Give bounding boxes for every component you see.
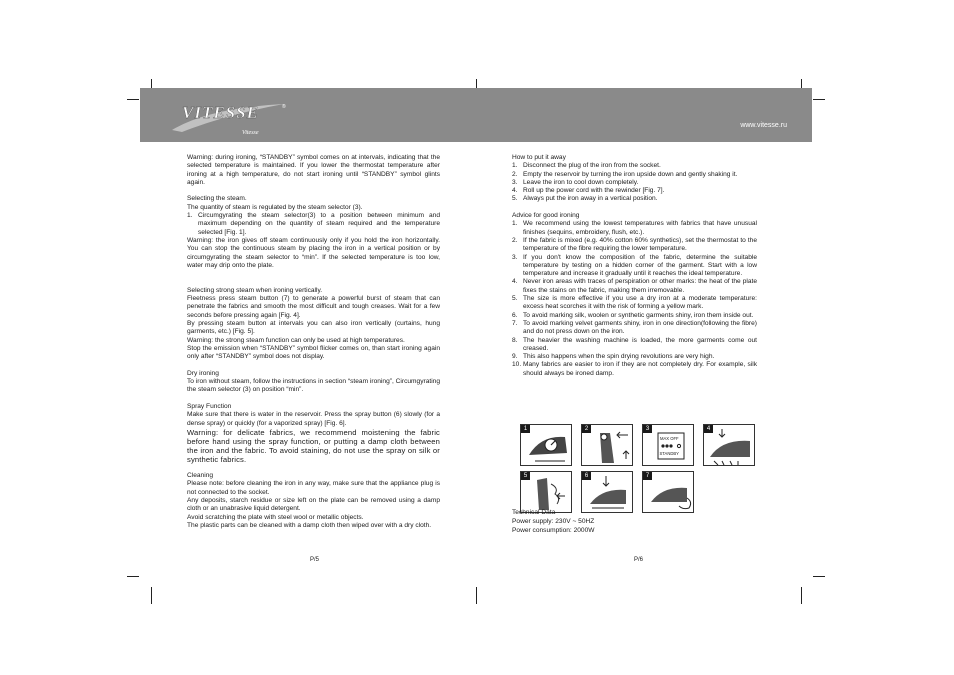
list-item: 2. Empty the reservoir by turning the iron upside down and gently shaking it. — [512, 170, 738, 178]
technical-data — [512, 508, 594, 535]
website-url: www.vitesse.ru — [740, 122, 787, 129]
logo-wordmark: VITESSE — [182, 103, 259, 122]
list-item: 4. Never iron areas with traces of perspiration or other marks: the heat of the plate fixes the stains on the fabric, making them irremovable. — [512, 278, 757, 294]
crop-mark — [476, 587, 477, 604]
standby-warning: Warning: during ironing, “STANDBY” symbol comes on at intervals, indicating that the selected temperature is maintained. If you lower the thermostat temperature after ironing at a high temperature, do not start ironing until “STANDBY” symbol glints again. — [187, 154, 440, 186]
list-item: 1. We recommend using the lowest temperatures with fabrics that have unusual finishes (sequins, embroidery, flush, etc.). — [512, 220, 757, 236]
list-item: 1. Disconnect the plug of the iron from the socket. — [512, 162, 661, 170]
page-number: P/5 — [310, 557, 320, 563]
left-column — [187, 154, 440, 530]
put-away-heading: How to put it away — [512, 154, 566, 161]
steam-intro: The quantity of steam is regulated by the steam selector (3). — [187, 203, 363, 211]
strong-steam-heading: Selecting strong steam when ironing vertically. — [187, 286, 323, 294]
crop-mark — [801, 587, 802, 604]
strong-steam-text: By pressing steam button at intervals you can also iron vertically (curtains, hung garments, etc.) [Fig. 5]. — [187, 319, 440, 336]
header-band — [140, 88, 812, 142]
advice-heading: Advice for good ironing — [512, 212, 580, 220]
logo-subtitle: Vitesse — [242, 130, 259, 136]
list-item: 3. Leave the iron to cool down completely. — [512, 178, 639, 186]
steam-warning: Warning: the iron gives off steam continuously only if you hold the iron horizontally. You can stop the continuous steam by placing the iron in a vertical position or by circumgyrating the steam selector to “min”. If the selected temperature is too low, water may drip onto the plate. — [187, 236, 440, 269]
spray-text: Make sure that there is water in the reservoir. Press the spray button (6) slowly (for a dense spray) or quickly (for a vaporized spray) [Fig. 6]. — [187, 411, 440, 427]
strong-steam-warning: Warning: the strong steam function can only be used at high temperatures. — [187, 336, 405, 344]
dry-ironing-heading: Dry ironing — [187, 369, 219, 377]
list-item: 3. If you don't know the composition of the fabric, determine the suitable temperature by testing on a hidden corner of the garment. Start with a low temperature and increase it gradually until it reaches the ideal temperature. — [512, 253, 757, 278]
list-item: 7. To avoid marking velvet garments shiny, iron in one direction(following the fibre) and do not press down on the iron. — [512, 319, 757, 336]
max-off-label: MAX OFF — [660, 436, 679, 441]
right-column — [512, 154, 757, 378]
list-item: 9. This also happens when the spin drying revolutions are very high. — [512, 353, 715, 361]
spray-heading: Spray Function — [187, 402, 232, 410]
cleaning-text: The plastic parts can be cleaned with a damp cloth then wiped over with a dry cloth. — [187, 521, 432, 529]
crop-mark — [813, 576, 825, 577]
list-item: 4. Roll up the power cord with the rewinder [Fig. 7]. — [512, 187, 665, 195]
list-item: 6. To avoid marking silk, woolen or synthetic garments shiny, iron them inside out. — [512, 311, 754, 319]
list-item: 1. Circumgyrating the steam selector(3) to a position between minimum and maximum depending on the quantity of steam required and the temperature selected [Fig. 1]. — [187, 212, 440, 236]
crop-mark — [127, 99, 139, 100]
steam-heading: Selecting the steam. — [187, 195, 247, 203]
list-item: 5. The size is more effective if you use a dry iron at a moderate temperature: excess heat scorches it with the risk of forming a yellow mark. — [512, 295, 757, 311]
cleaning-text: Avoid scratching the plate with steel wool or metallic objects. — [187, 513, 364, 521]
vitesse-logo — [168, 94, 298, 136]
svg-text:®: ® — [282, 104, 286, 110]
figure-6: 6 — [581, 471, 633, 513]
cleaning-heading: Cleaning — [187, 472, 214, 480]
standby-label: STANDBY — [659, 451, 679, 456]
cleaning-text: Any deposits, starch residue or size left on the plate can be removed using a damp cloth or an unabrasive liquid detergent. — [187, 496, 440, 513]
figure-5: 5 — [520, 471, 572, 513]
power-supply: Power supply: 230V ~ 50HZ — [512, 518, 595, 525]
power-consumption: Power consumption: 2000W — [512, 527, 595, 534]
spray-warning: Warning: for delicate fabrics, we recommend moistening the fabric before hand using the spray function, or putting a damp cloth between the iron and the fabric. To avoid staining, do not use the spray on silk or synthetic fabrics. — [187, 427, 440, 464]
dry-ironing-text: To iron without steam, follow the instructions in section “steam ironing”, Circumgyrating the steam selector (3) on position “min”. — [187, 378, 440, 394]
figure-1: 1 — [520, 424, 572, 466]
list-item: 2. If the fabric is mixed (e.g. 40% cotton 60% synthetics), set the thermostat to the temperature of the fibre requiring the lower temperature. — [512, 236, 757, 253]
figure-4: 4 — [703, 424, 755, 466]
technical-heading: Technical Data — [512, 509, 556, 516]
cleaning-text: Please note: before cleaning the iron in any way, make sure that the appliance plug is not connected to the socket. — [187, 480, 440, 496]
strong-steam-text: Stop the emission when “STANDBY” symbol flicker comes on, than start ironing again only after “STANDBY” symbol does not display. — [187, 344, 440, 361]
crop-mark — [127, 576, 139, 577]
crop-mark — [151, 587, 152, 604]
figure-7: 7 — [642, 471, 694, 513]
list-item: 8. The heavier the washing machine is loaded, the more garments come out creased. — [512, 336, 757, 352]
page-number: P/6 — [634, 557, 644, 563]
strong-steam-text: Fleetness press steam button (7) to generate a powerful burst of steam that can penetrate the fabrics and smooth the most difficult and tough creases. Wait for a few seconds before pressing again [Fig. 4]. — [187, 295, 440, 319]
list-item: 10. Many fabrics are easier to iron if they are not completely dry. For example, silk should always be ironed damp. — [512, 361, 757, 377]
figure-3: MAX OFF STANDBY 3 — [642, 424, 694, 466]
figure-2: 2 — [581, 424, 633, 466]
crop-mark — [813, 99, 825, 100]
list-item: 5. Always put the iron away in a vertical position. — [512, 195, 658, 203]
